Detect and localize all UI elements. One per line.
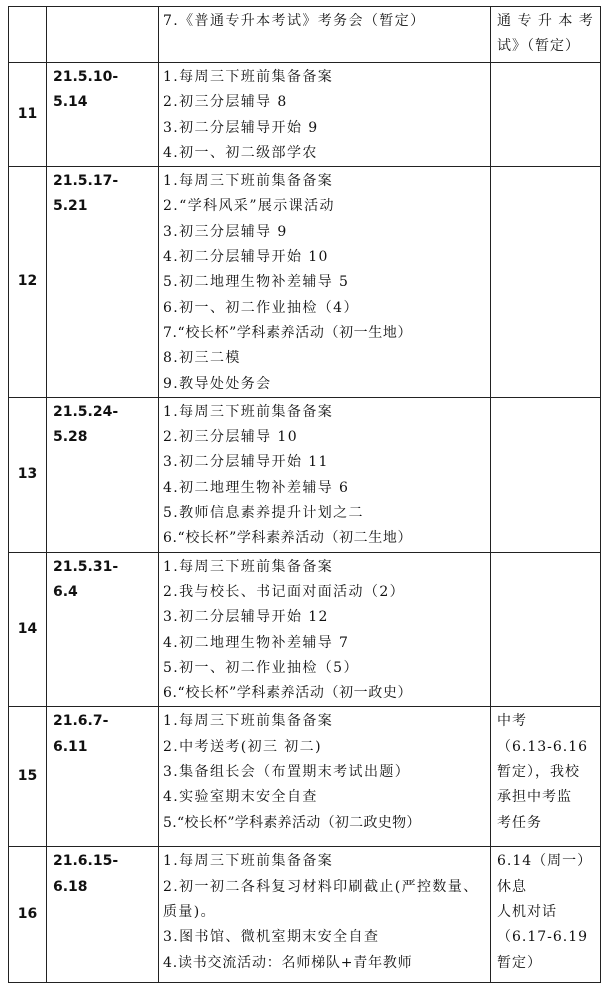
date-line: 5.21 [53, 198, 88, 215]
table-row [9, 63, 601, 167]
table-row [9, 552, 601, 707]
task-item: 1.每周三下班前集备备案 [163, 173, 334, 190]
task-list [159, 7, 491, 63]
task-item: 1.每周三下班前集备备案 [163, 403, 334, 420]
remark-line: （6.17-6.19 [497, 929, 589, 946]
task-item: 1.每周三下班前集备备案 [163, 853, 334, 870]
remark-line: 承担中考监 [497, 789, 572, 806]
date-range [47, 707, 159, 847]
task-item: 8.初三二模 [163, 350, 241, 367]
task-item: 4.实验室期末安全自查 [163, 789, 318, 806]
task-item: 4.初二地理生物补差辅导 6 [163, 479, 350, 496]
date-line: 21.5.31- [53, 558, 119, 575]
date-range [47, 552, 159, 707]
remark [491, 63, 601, 167]
date-line: 6.18 [53, 878, 88, 895]
date-line: 21.6.7- [53, 713, 109, 730]
date-range [47, 167, 159, 398]
task-item: 2.初三分层辅导 10 [163, 429, 299, 446]
task-item: 3.初三分层辅导 9 [163, 223, 288, 240]
task-item: 4.初一、初二级部学农 [163, 144, 318, 161]
table-row [9, 397, 601, 552]
table-row [9, 167, 601, 398]
table-row [9, 7, 601, 63]
task-item: 2.“学科风采”展示课活动 [163, 198, 335, 215]
task-item: 3.集备组长会（布置期末考试出题） [163, 764, 411, 781]
date-line: 6.4 [53, 583, 78, 600]
task-item: 7.《普通专升本考试》考务会（暂定） [163, 13, 426, 29]
task-item: 3.图书馆、微机室期末安全自查 [163, 929, 380, 946]
task-item: 6.“校长杯”学科素养活动（初二生地） [163, 530, 413, 547]
task-item: 2.初三分层辅导 8 [163, 94, 288, 111]
remark-line: 考任务 [497, 814, 542, 831]
week-number: 12 [9, 167, 47, 398]
remark [491, 707, 601, 847]
week-number [9, 7, 47, 63]
task-item: 5.初二地理生物补差辅导 5 [163, 274, 350, 291]
date-range [47, 63, 159, 167]
remark-line: （6.13-6.16 [497, 738, 589, 755]
table-row [9, 847, 601, 983]
task-item: 5.教师信息素养提升计划之二 [163, 505, 364, 522]
task-item: 6.初一、初二作业抽检（4） [163, 299, 359, 316]
task-item: 4.初二分层辅导开始 10 [163, 249, 329, 266]
task-list [159, 707, 491, 847]
task-item: 5.“校长杯”学科素养活动（初二政史物） [163, 814, 421, 831]
task-item: 1.每周三下班前集备备案 [163, 713, 334, 730]
task-list [159, 167, 491, 398]
remark [491, 7, 601, 63]
task-item: 3.初二分层辅导开始 12 [163, 609, 329, 626]
remark-line: 6.14（周一） [497, 853, 593, 870]
date-line: 5.14 [53, 94, 88, 111]
week-number: 13 [9, 397, 47, 552]
table-row [9, 707, 601, 847]
remark-line: 暂定），我校 [497, 764, 580, 781]
date-line: 21.6.15- [53, 853, 119, 870]
task-item: 5.初一、初二作业抽检（5） [163, 659, 359, 676]
schedule-table [8, 6, 601, 983]
task-item: 6.“校长杯”学科素养活动（初一政史） [163, 685, 413, 702]
task-item: 9.教导处处务会 [163, 375, 272, 392]
week-number: 15 [9, 707, 47, 847]
week-number: 14 [9, 552, 47, 707]
task-list [159, 847, 491, 983]
remark [491, 552, 601, 707]
remark [491, 167, 601, 398]
date-line: 6.11 [53, 738, 88, 755]
date-line: 21.5.10- [53, 69, 119, 85]
week-number: 16 [9, 847, 47, 983]
date-line: 5.28 [53, 429, 88, 446]
task-item: 3.初二分层辅导开始 11 [163, 454, 329, 471]
remark-line: 人机对话 [497, 904, 557, 921]
date-line: 21.5.24- [53, 403, 119, 420]
remark-line: 暂定） [497, 954, 542, 971]
task-item: 2.我与校长、书记面对面活动（2） [163, 583, 406, 600]
task-item: 2.中考送考(初三 初二) [163, 738, 322, 755]
task-item: 4.读书交流活动：名师梯队+青年教师 [163, 954, 413, 971]
task-list [159, 552, 491, 707]
remark-line: 试》（暂定） [497, 38, 580, 55]
remark-line: 休息 [497, 878, 527, 895]
task-item: 1.每周三下班前集备备案 [163, 69, 334, 85]
task-list [159, 397, 491, 552]
week-number: 11 [9, 63, 47, 167]
remark [491, 847, 601, 983]
task-item: 7.“校长杯”学科素养活动（初一生地） [163, 324, 413, 341]
date-line: 21.5.17- [53, 173, 119, 190]
task-list [159, 63, 491, 167]
remark-line: 通 专 升 本 考 [497, 13, 594, 29]
task-item: 1.每周三下班前集备备案 [163, 558, 334, 575]
date-range [47, 847, 159, 983]
date-range [47, 397, 159, 552]
task-item: 3.初二分层辅导开始 9 [163, 119, 319, 136]
task-item: 2.初一初二各科复习材料印刷截止(严控数量、质量)。 [163, 878, 479, 921]
date-range [47, 7, 159, 63]
remark-line: 中考 [497, 713, 527, 730]
remark [491, 397, 601, 552]
task-item: 4.初二地理生物补差辅导 7 [163, 634, 350, 651]
